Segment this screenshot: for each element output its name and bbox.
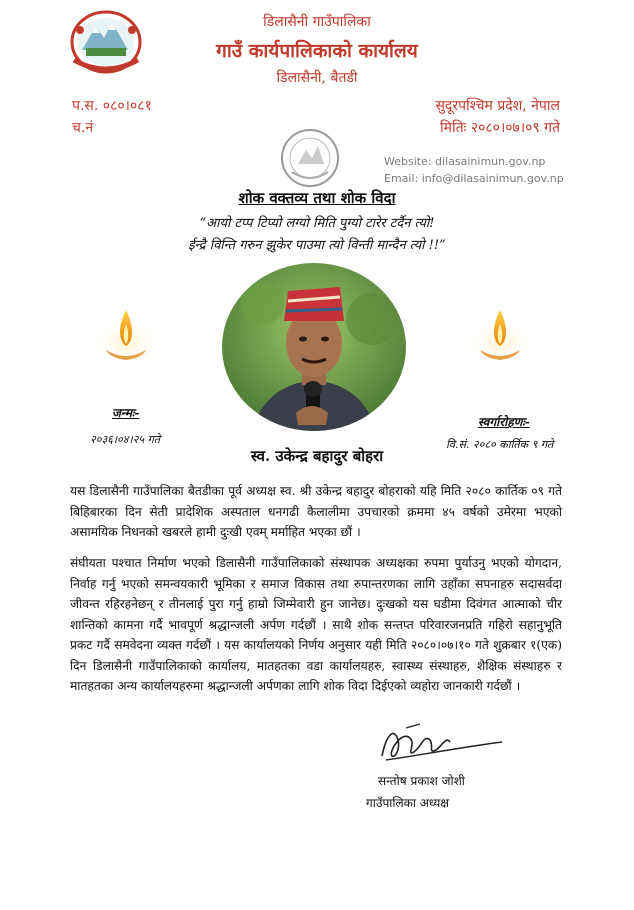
signatory-role: गाउँपालिका अध्यक्ष xyxy=(366,796,449,810)
header-office-line1: डिलासैनी गाउँपालिका xyxy=(263,14,371,30)
letter-date: मितिः २०८०।०७।०९ गते xyxy=(439,120,560,136)
dispatch-number: च.नं xyxy=(72,120,94,136)
website-text: Website: dilasainimun.gov.np xyxy=(384,155,546,168)
deceased-name: स्व. उकेन्द्र बहादुर बोहरा xyxy=(250,447,384,465)
paragraph-2: संघीयता पश्चात निर्माण भएको डिलासैनी गाउँपालिकाको संस्थापक अध्यक्षका रुपमा पुर्याउनु भएको योगदान, निर्वाह गर्नु भएको समन्वयकारी भूमिका र समाज विकास तथा रुपान्तरणका लागि उहाँका सपनाहरु सदासर्वदा जीवन्त रहिरहनेछन् र तीनलाई पुरा गर्नु हाम्रो जिम्मेवारी हुन जानेछ। दुःखको यस घडीमा दिवंगत आत्माको चीर शान्तिको कामना गर्दै भावपूर्ण श्रद्धान्जली अर्पण गर्दछौं । साथै शोक सन्तप्त परिवारजनप्रति गहिरो सहानुभूति प्रकट गर्दै समवेदना व्यक्त गर्दछौं । यस कार्यालयको निर्णय अनुसार यही मिति २०८०।०७।१० गते शुक्रबार १(एक) दिन डिलासैनी गाउँपालिकाको कार्यालय, मातहतका वडा कार्यालयहरु, स्वास्थ्य संस्थाहरु, शैक्षिक संस्थाहरु र मातहतका अन्य कार्यालयहरुमा श्रद्धान्जली अर्पणका लागि शोक विदा दिईएको व्यहोरा जानकारी गर्दछौं । xyxy=(70,556,562,693)
birth-date: २०३६।०४।२५ गते xyxy=(90,433,161,446)
signatory-name: सन्तोष प्रकाश जोशी xyxy=(378,774,465,788)
document-title: शोक वक्तव्य तथा शोक विदा xyxy=(238,189,396,207)
quote-line-1: “आयो टप्प टिप्यो लग्यो मिति पुग्यो टारेर टर्दैन त्यो! xyxy=(199,216,435,231)
birth-label: जन्मः- xyxy=(112,406,140,420)
paragraph-1: यस डिलासैनी गाउँपालिका बैतडीका पूर्व अध्यक्ष स्व. श्री उकेन्द्र बहादुर बोहराको यहि मिति २०८० कार्तिक ०९ गते बिहिबारका दिन सेती प्रादेशिक अस्पताल धनगढी कैलालीमा उपचारको क्रममा ४५ वर्षको उमेरमा भएको असामयिक निधनको खबरले हामी दुःखी एवम् मर्माहित भएका छौं । xyxy=(70,484,562,539)
header-office-title: गाउँ कार्यपालिकाको कार्यालय xyxy=(216,40,418,62)
candle-left-icon xyxy=(92,302,160,368)
portrait-photo xyxy=(222,263,406,431)
signature-icon xyxy=(376,716,506,768)
candle-right-icon xyxy=(466,302,534,368)
office-stamp-icon xyxy=(278,126,342,190)
quote-line-2: ईन्द्रै विन्ति गरुन झुकेर पाउमा त्यो विन्ती मान्दैन त्यो !!” xyxy=(188,238,446,253)
reference-number: प.स. ०८०।०८१ xyxy=(72,98,152,114)
death-label: स्वर्गारोहणः- xyxy=(478,415,530,429)
header-office-address: डिलासैनी, बैतडी xyxy=(276,70,358,86)
death-date: वि.सं. २०८० कार्तिक ९ गते xyxy=(446,438,554,451)
province-label: सुदूरपश्चिम प्रदेश, नेपाल xyxy=(435,98,560,114)
email-text: Email: info@dilasainimun.gov.np xyxy=(384,172,564,185)
